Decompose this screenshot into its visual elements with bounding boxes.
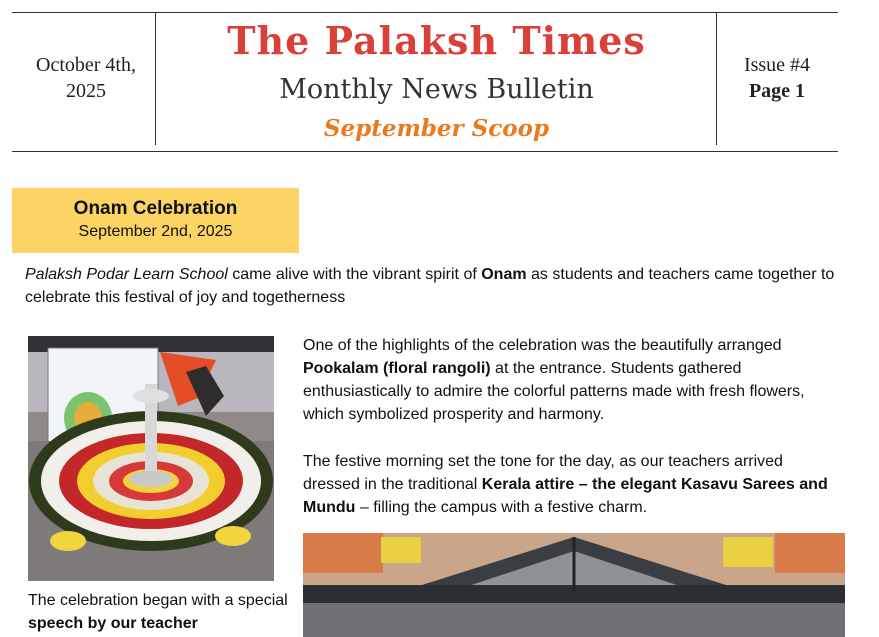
article-caption bbox=[28, 589, 288, 635]
article-paragraph-pookalam bbox=[303, 334, 843, 426]
newsletter-subtitle: Monthly News Bulletin bbox=[279, 74, 594, 105]
pookalam-photo bbox=[28, 336, 274, 581]
school-name: Palaksh Podar Learn School bbox=[25, 266, 228, 283]
intro-text-1: came alive with the vibrant spirit of bbox=[227, 266, 482, 283]
para1-text-1: One of the highlights of the celebration was the beautifully arranged bbox=[303, 337, 782, 354]
issue-number: Issue #4 bbox=[743, 54, 811, 76]
masthead-bottom-rule bbox=[12, 151, 838, 152]
masthead-right-divider bbox=[716, 12, 717, 145]
edition-name: September Scoop bbox=[323, 115, 550, 142]
article-paragraph-attire bbox=[303, 450, 843, 519]
pookalam-term: Pookalam (floral rangoli) bbox=[303, 360, 491, 377]
article-intro bbox=[25, 263, 855, 309]
article-heading-box bbox=[12, 188, 299, 253]
article-heading: Onam Celebration bbox=[73, 198, 238, 219]
onam-term: Onam bbox=[481, 266, 527, 283]
issue-date: October 4th, 2025 bbox=[36, 54, 136, 102]
attire-term: Kerala attire – the elegant Kasavu Sarees and Mundu bbox=[303, 476, 828, 516]
masthead-top-rule bbox=[12, 12, 838, 13]
masthead-left-divider bbox=[155, 12, 156, 145]
page-number: Page 1 bbox=[748, 80, 806, 102]
newsletter-title: The Palaksh Times bbox=[227, 18, 646, 63]
para2-text-2: – filling the campus with a festive charm. bbox=[355, 499, 648, 516]
article-date: September 2nd, 2025 bbox=[78, 223, 233, 240]
school-building-photo bbox=[303, 533, 845, 637]
speech-term: speech by our teacher bbox=[28, 615, 198, 632]
para2-text-1: The festive morning set the tone for the day, as our teachers arrived dressed in the traditional bbox=[303, 453, 783, 493]
caption-text: The celebration began with a special bbox=[28, 592, 288, 609]
issue-info bbox=[718, 52, 836, 104]
para1-text-2: at the entrance. Students gathered enthusiastically to admire the colorful patterns made with fresh flowers, which symbolized prosperity and harmony. bbox=[303, 360, 805, 423]
intro-text-2: as students and teachers came together to celebrate this festival of joy and togetherness bbox=[25, 266, 835, 306]
